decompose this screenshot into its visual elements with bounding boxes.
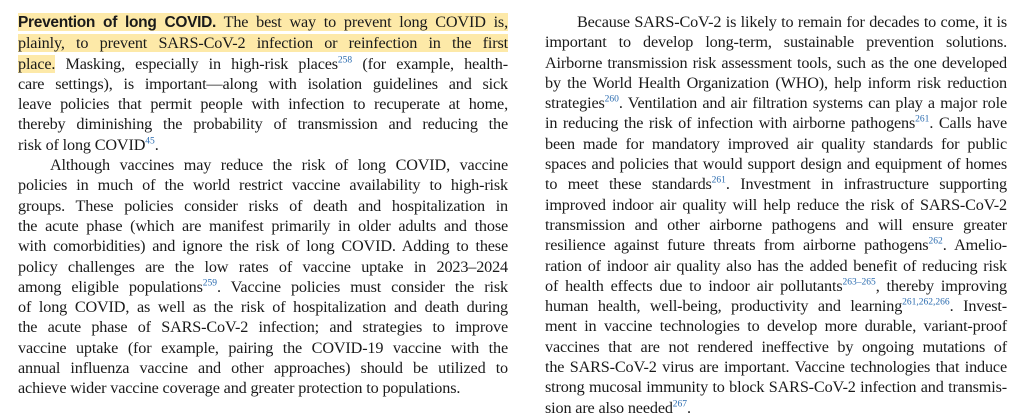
reference-link[interactable]: 262 bbox=[928, 236, 943, 247]
text-line: spaces and policies that would support design and equipment of homes bbox=[545, 155, 1007, 174]
paragraph-first-line: Although vaccines may reduce the risk of long COVID, vaccine bbox=[50, 156, 508, 175]
reference-link[interactable]: 261,262,266 bbox=[902, 297, 950, 308]
text-line: place. Masking, especially in high-risk places$^{258}$ (for example, health- bbox=[18, 54, 508, 73]
text-line: annual influenza vaccine and other approaches) should be utilized to bbox=[18, 359, 508, 378]
text-line: groups. These policies consider risks of death and hospitalization in bbox=[18, 196, 508, 215]
highlighted-text: place. bbox=[18, 54, 56, 73]
section-heading: Prevention of long COVID. bbox=[18, 14, 217, 31]
reference-link[interactable]: 263–265 bbox=[842, 277, 876, 288]
text-line: among eligible populations$^{259}$. Vaccine policies must consider the risk bbox=[18, 277, 508, 296]
reference-link[interactable]: 45 bbox=[145, 136, 155, 147]
text-line: of long COVID, as well as the risk of hospitalization and death during bbox=[18, 298, 508, 317]
text-line: care settings), is important—along with isolation guidelines and sick bbox=[18, 74, 508, 93]
text-line: in reducing the risk of infection with airborne pathogens$^{261}$. Calls have bbox=[545, 114, 1007, 133]
text-line: the acute phase (which are manifest primarily in older adults and those bbox=[18, 216, 508, 235]
text-line: transmission and other airborne pathogens and will ensure greater bbox=[545, 215, 1007, 234]
highlighted-text: plainly, to prevent SARS-CoV-2 infection or reinfection in the first bbox=[18, 34, 508, 53]
text-line: the SARS-CoV-2 virus are important. Vaccine technologies that induce bbox=[545, 358, 1007, 377]
highlighted-text: Prevention of long COVID. The best way to prevent long COVID is, bbox=[18, 13, 508, 31]
text-line: important to develop long-term, sustainable prevention solutions. bbox=[545, 33, 1007, 52]
text-line: leave policies that permit people with infection to recuperate at home, bbox=[18, 95, 508, 114]
reference-link[interactable]: 261 bbox=[711, 175, 726, 186]
text-line: vaccines that are not rendered ineffective by ongoing mutations of bbox=[545, 337, 1007, 356]
text-line: human health, well-being, productivity and learning$^{261,262,266}$. Invest- bbox=[545, 297, 1007, 316]
reference-link[interactable]: 261 bbox=[915, 115, 930, 126]
reference-link[interactable]: 259 bbox=[202, 278, 217, 289]
text-line: vaccine uptake (for example, pairing the COVID-19 vaccine with the bbox=[18, 338, 508, 357]
text-line: with comorbidities) and ignore the risk of long COVID. Adding to these bbox=[18, 237, 508, 256]
text-line: been made for mandatory improved air quality standards for public bbox=[545, 134, 1007, 153]
text-line: Airborne transmission risk assessment tools, such as the one developed bbox=[545, 53, 1007, 72]
text-line: strategies$^{260}$. Ventilation and air filtration systems can play a major role bbox=[545, 94, 1007, 113]
right-column bbox=[545, 12, 1007, 418]
text-line: achieve wider vaccine coverage and greater protection to populations. bbox=[18, 379, 461, 398]
paragraph-first-line: Because SARS-CoV-2 is likely to remain for decades to come, it is bbox=[577, 13, 1007, 31]
text-line: ment in vaccine technologies to develop more durable, variant-proof bbox=[545, 317, 1007, 336]
text-line: to meet these standards$^{261}$. Investment in infrastructure supporting bbox=[545, 175, 1007, 194]
left-column bbox=[18, 12, 508, 399]
text-line: by the World Health Organization (WHO), help inform risk reduction bbox=[545, 73, 1007, 92]
reference-link[interactable]: 260 bbox=[604, 94, 619, 105]
reference-link[interactable]: 258 bbox=[337, 55, 353, 66]
text-line: of health effects due to indoor air pollutants$^{263-265}$, thereby improving bbox=[545, 276, 1007, 295]
text-line: policies in much of the world restrict vaccine availability to high-risk bbox=[18, 176, 508, 195]
text-line: resilience against future threats from airborne pathogens$^{262}$. Amelio- bbox=[545, 236, 1008, 255]
text-line: ration of indoor air quality also has the added benefit of reducing risk bbox=[545, 256, 1007, 275]
text-line: risk of long COVID$^{45}$. bbox=[18, 135, 159, 154]
text-line bbox=[18, 33, 508, 53]
text-line bbox=[18, 12, 508, 33]
text-line: improved indoor air quality will help reduce the risk of SARS-CoV-2 bbox=[545, 195, 1007, 214]
text-line: the acute phase of SARS-CoV-2 infection; and strategies to improve bbox=[18, 318, 508, 337]
text-line: policy challenges are the low rates of vaccine uptake in 2023–2024 bbox=[18, 257, 508, 276]
text-line: strong mucosal immunity to block SARS-CoV-2 infection and transmis- bbox=[545, 378, 1007, 397]
text-line: thereby diminishing the probability of transmission and reducing the bbox=[18, 115, 508, 134]
text-line: sion are also needed$^{267}$. bbox=[545, 398, 691, 417]
reference-link[interactable]: 267 bbox=[672, 399, 688, 410]
